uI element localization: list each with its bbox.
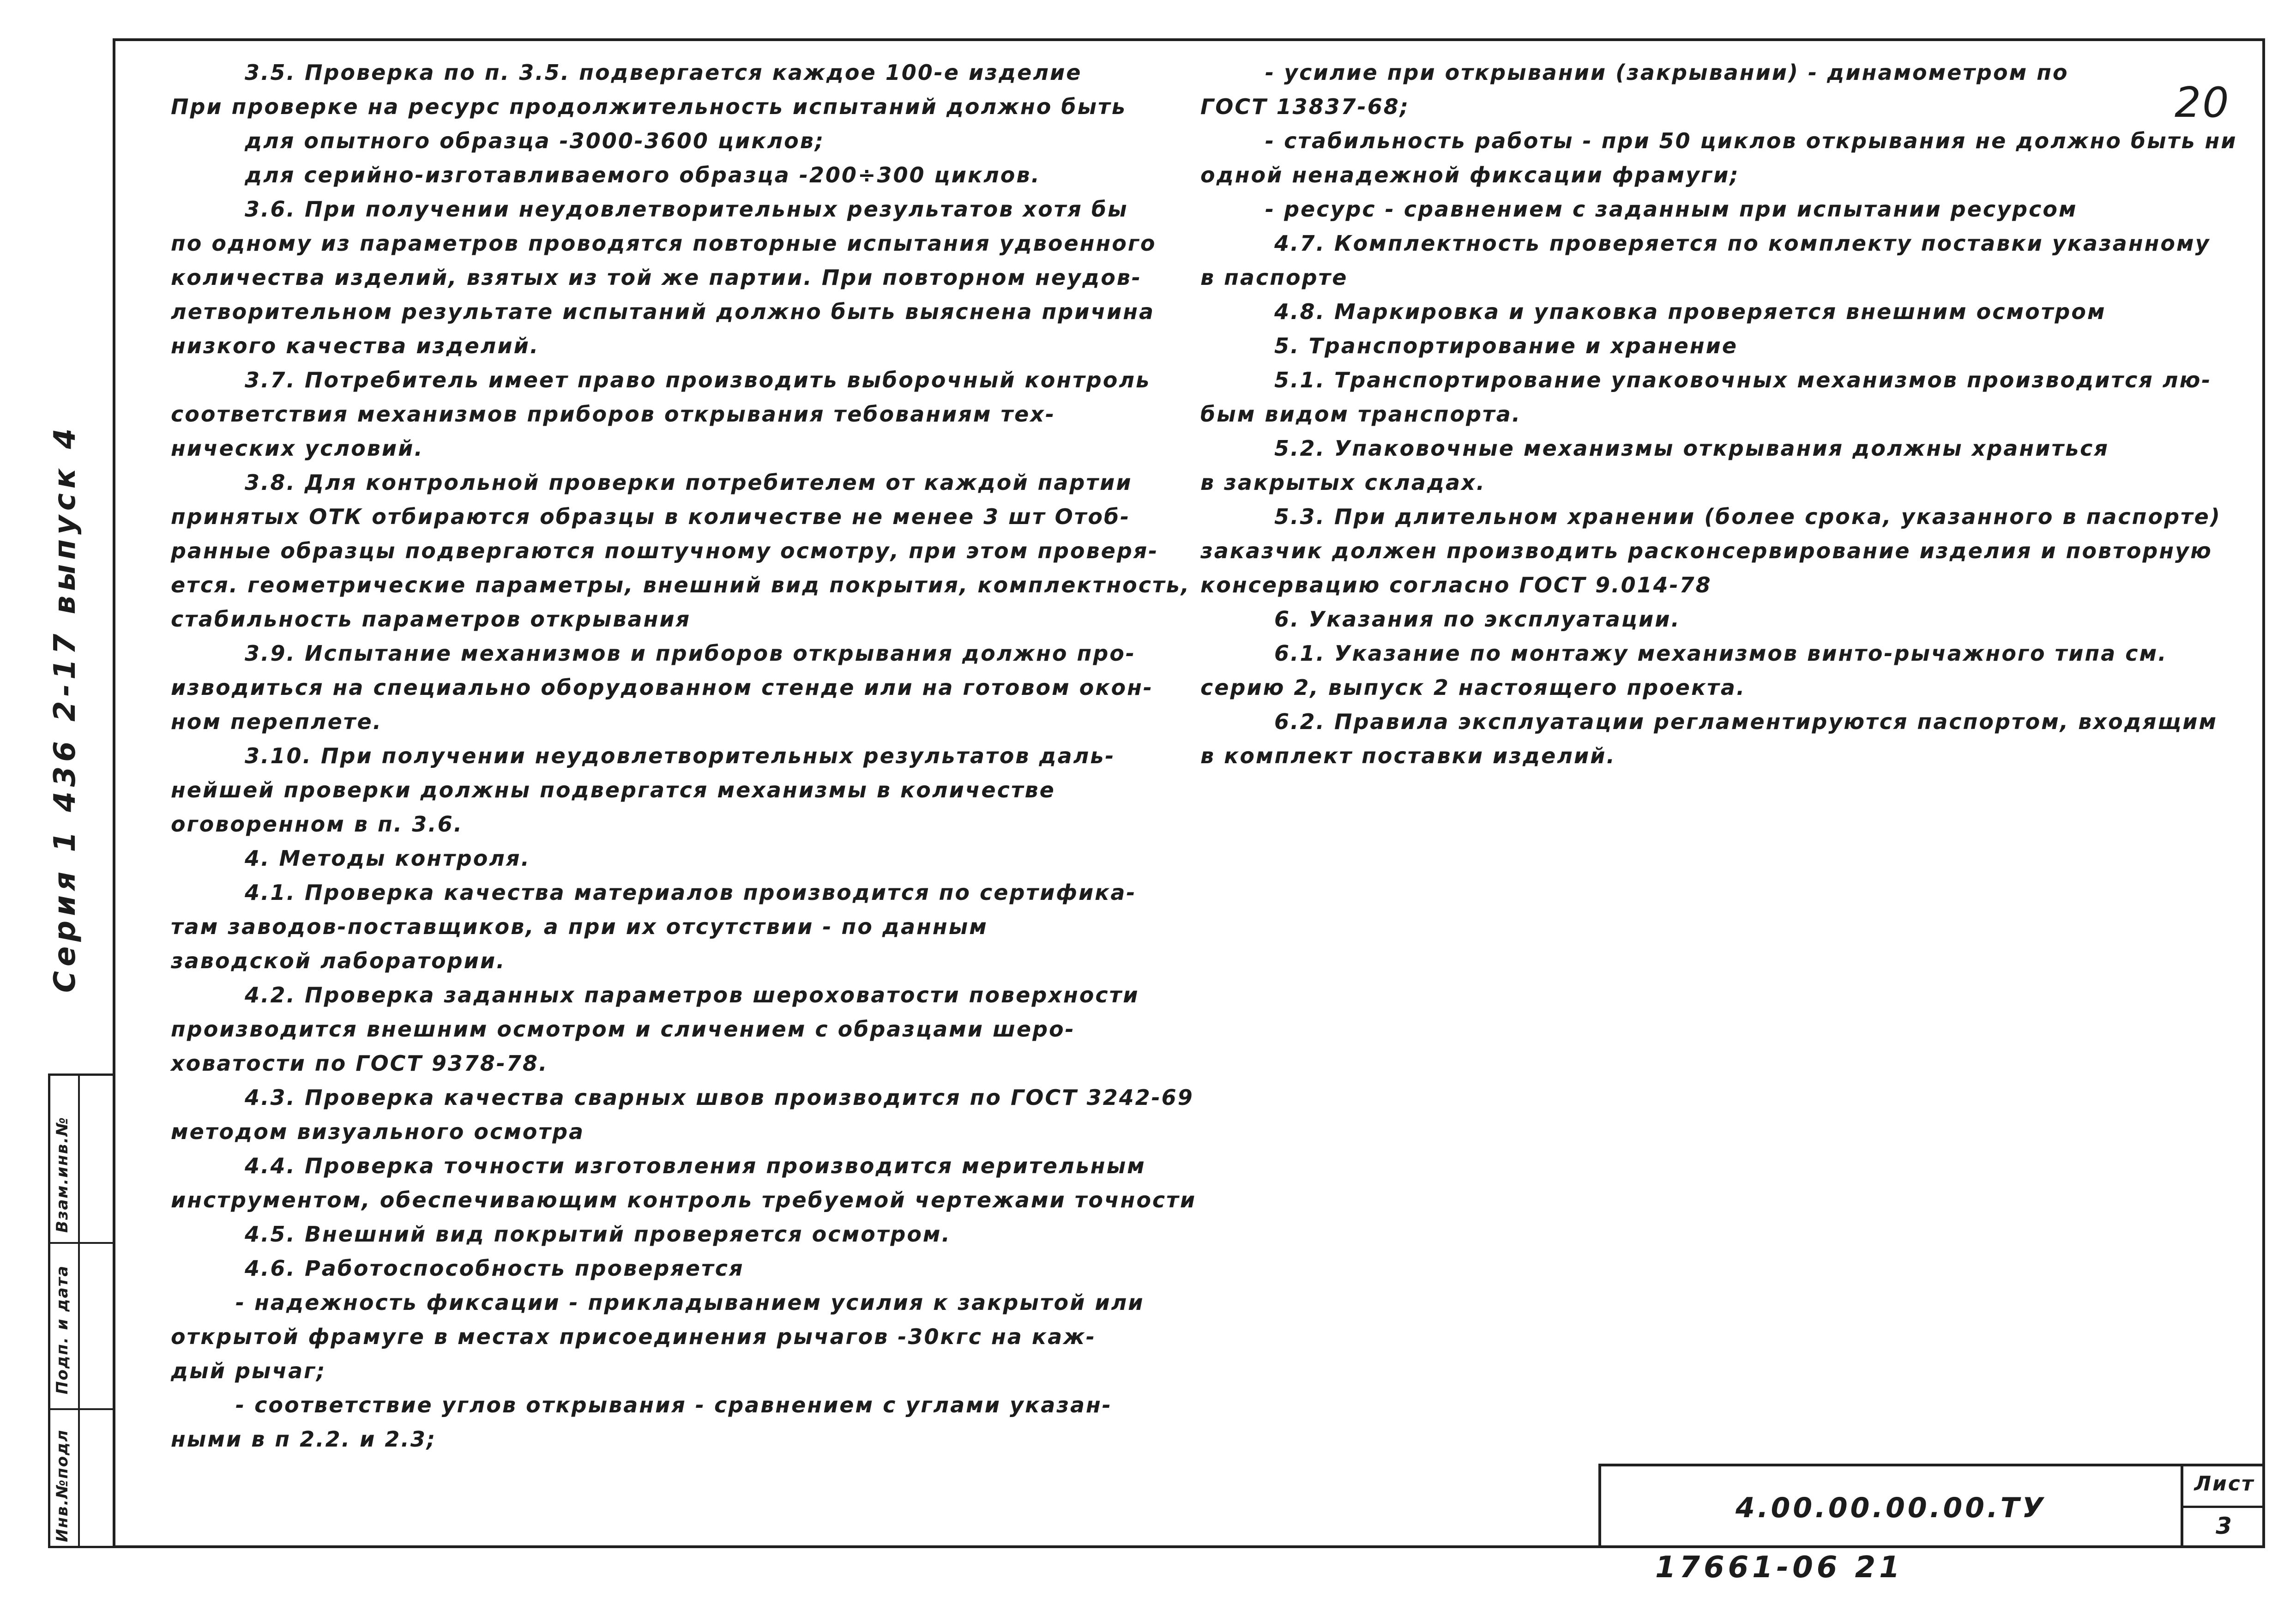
- title-block: [1598, 1464, 2265, 1548]
- side-table-row-divider: [50, 1242, 113, 1244]
- right-text-column: [1200, 55, 2239, 773]
- page-mark: 20: [2175, 78, 2230, 127]
- text-line: 4.2. Проверка заданных параметров шероховатости поверхности: [245, 983, 1139, 1007]
- text-line: 5.3. При длительном хранении (более срока, указанного в паспорте): [1274, 504, 2221, 529]
- text-line: в закрытых складах.: [1200, 470, 1486, 495]
- section-heading: 6. Указания по эксплуатации.: [1274, 607, 1681, 632]
- text-line: для серийно-изготавливаемого образца -200÷300 циклов.: [245, 163, 1041, 187]
- text-line: ными в п 2.2. и 2.3;: [171, 1427, 437, 1452]
- text-line: 5.2. Упаковочные механизмы открывания должны храниться: [1274, 436, 2109, 461]
- text-line: низкого качества изделий.: [171, 333, 540, 358]
- text-line: 3.6. При получении неудовлетворительных результатов хотя бы: [245, 197, 1128, 222]
- title-block-divider: [2181, 1506, 2265, 1508]
- text-line: методом визуального осмотра: [171, 1119, 585, 1144]
- text-line: одной ненадежной фиксации фрамуги;: [1200, 163, 1740, 187]
- text-line: в комплект поставки изделий.: [1200, 743, 1616, 768]
- text-line: 6.2. Правила эксплуатации регламентируются паспортом, входящим: [1274, 709, 2218, 734]
- text-line: инструментом, обеспечивающим контроль требуемой чертежами точности: [171, 1188, 1197, 1212]
- text-line: 4.6. Работоспособность проверяется: [245, 1256, 744, 1281]
- text-line: 5.1. Транспортирование упаковочных механизмов производится лю-: [1274, 368, 2212, 392]
- sheet-number: 3: [2216, 1513, 2233, 1539]
- text-line: стабильность параметров открывания: [171, 607, 691, 632]
- text-line: ГОСТ 13837-68;: [1200, 94, 1410, 119]
- text-line: 4.4. Проверка точности изготовления производится мерительным: [245, 1153, 1146, 1178]
- approval-side-table: [48, 1073, 113, 1548]
- side-label-inventory: Инв.№подл: [53, 1429, 72, 1542]
- text-line: 4.5. Внешний вид покрытий проверяется осмотром.: [245, 1222, 952, 1247]
- text-line: 4.1. Проверка качества материалов производится по сертифика-: [245, 880, 1137, 905]
- text-line: 4.7. Комплектность проверяется по комплекту поставки указанному: [1274, 231, 2211, 256]
- text-line: 3.8. Для контрольной проверки потребителем от каждой партии: [245, 470, 1133, 495]
- text-line: нических условий.: [171, 436, 424, 461]
- side-label-replacement: Взам.инв.№: [53, 1116, 72, 1233]
- section-heading: 5. Транспортирование и хранение: [1274, 333, 1738, 358]
- text-line: ном переплете.: [171, 709, 383, 734]
- text-line: оговоренном в п. 3.6.: [171, 812, 464, 837]
- text-line: там заводов-поставщиков, а при их отсутствии - по данным: [171, 914, 988, 939]
- side-table-divider: [78, 1076, 80, 1546]
- text-line: летворительном результате испытаний должно быть выяснена причина: [171, 299, 1155, 324]
- text-line: - соответствие углов открывания - сравнением с углами указан-: [235, 1393, 1112, 1417]
- text-line: 4.3. Проверка качества сварных швов производится по ГОСТ 3242-69: [245, 1085, 1194, 1110]
- text-line: 3.10. При получении неудовлетворительных результатов даль-: [245, 743, 1115, 768]
- text-line: ранные образцы подвергаются поштучному осмотру, при этом проверя-: [171, 538, 1159, 563]
- text-line: соответствия механизмов приборов открывания тебованиям тех-: [171, 402, 1056, 427]
- text-line: серию 2, выпуск 2 настоящего проекта.: [1200, 675, 1746, 700]
- text-line: нейшей проверки должны подвергатся механизмы в количестве: [171, 778, 1055, 802]
- text-line: дый рычаг;: [171, 1358, 326, 1383]
- text-line: заказчик должен производить расконсервирование изделия и повторную: [1200, 538, 2212, 563]
- text-line: - ресурс - сравнением с заданным при испытании ресурсом: [1265, 197, 2078, 222]
- archive-stamp-number: 17661-06 21: [1655, 1550, 1904, 1585]
- text-line: производится внешним осмотром и сличением с образцами шеро-: [171, 1017, 1075, 1042]
- side-table-row-divider: [50, 1408, 113, 1410]
- text-line: открытой фрамуге в местах присоединения рычагов -30кгс на каж-: [171, 1324, 1096, 1349]
- text-line: для опытного образца -3000-3600 циклов;: [245, 128, 825, 153]
- document-code: 4.00.00.00.00.ТУ: [1736, 1492, 2046, 1524]
- text-line: изводиться на специально оборудованном стенде или на готовом окон-: [171, 675, 1153, 700]
- text-line: бым видом транспорта.: [1200, 402, 1522, 427]
- text-line: заводской лаборатории.: [171, 948, 506, 973]
- text-line: При проверке на ресурс продолжительность испытаний должно быть: [171, 94, 1127, 119]
- text-line: ется. геометрические параметры, внешний вид покрытия, комплектность,: [171, 573, 1191, 597]
- sheet-label: Лист: [2194, 1472, 2255, 1495]
- text-line: 4.8. Маркировка и упаковка проверяется внешним осмотром: [1274, 299, 2106, 324]
- text-line: - стабильность работы - при 50 циклов открывания не должно быть ни: [1265, 128, 2237, 153]
- text-line: консервацию согласно ГОСТ 9.014-78: [1200, 573, 1712, 597]
- section-heading: 4. Методы контроля.: [245, 846, 530, 871]
- text-line: принятых ОТК отбираются образцы в количестве не менее 3 шт Отоб-: [171, 504, 1131, 529]
- series-label: Серия 1 436 2-17 выпуск 4: [48, 423, 82, 993]
- text-line: 3.7. Потребитель имеет право производить выборочный контроль: [245, 368, 1151, 392]
- text-line: - надежность фиксации - прикладыванием усилия к закрытой или: [235, 1290, 1145, 1315]
- text-line: по одному из параметров проводятся повторные испытания удвоенного: [171, 231, 1157, 256]
- text-line: в паспорте: [1200, 265, 1348, 290]
- text-line: - усилие при открывании (закрывании) - динамометром по: [1265, 60, 2069, 85]
- left-text-column: [171, 55, 1197, 1456]
- side-label-signature-date: Подп. и дата: [53, 1265, 72, 1394]
- text-line: 3.5. Проверка по п. 3.5. подвергается каждое 100-е изделие: [245, 60, 1082, 85]
- text-line: ховатости по ГОСТ 9378-78.: [171, 1051, 548, 1076]
- text-line: 3.9. Испытание механизмов и приборов открывания должно про-: [245, 641, 1136, 666]
- text-line: 6.1. Указание по монтажу механизмов винто-рычажного типа см.: [1274, 641, 2168, 666]
- text-line: количества изделий, взятых из той же партии. При повторном неудов-: [171, 265, 1142, 290]
